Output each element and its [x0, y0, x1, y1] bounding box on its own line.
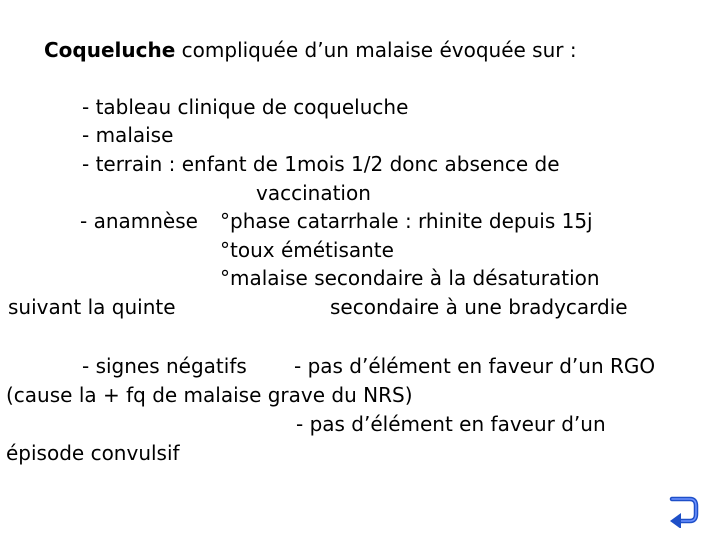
- line-terrain: - terrain : enfant de 1mois 1/2 donc absence de: [82, 152, 560, 176]
- line-toux-emetisante: °toux émétisante: [220, 238, 394, 262]
- line-vaccination: vaccination: [256, 181, 371, 205]
- line-pas-rgo: - pas d’élément en faveur d’un RGO: [294, 354, 656, 378]
- line-anamnese-label: - anamnèse: [80, 209, 198, 233]
- line-cause-nrs: (cause la + fq de malaise grave du NRS): [6, 383, 413, 407]
- line-malaise: - malaise: [82, 123, 174, 147]
- line-tableau-clinique: - tableau clinique de coqueluche: [82, 95, 409, 119]
- line-episode-convulsif: épisode convulsif: [6, 441, 180, 465]
- line-signes-negatifs: - signes négatifs: [82, 354, 247, 378]
- line-suivant-quinte: suivant la quinte: [8, 295, 176, 319]
- slide-title: [44, 38, 577, 62]
- title-keyword: Coqueluche: [44, 38, 176, 62]
- line-bradycardie: secondaire à une bradycardie: [330, 295, 628, 319]
- line-pas-convulsif: - pas d’élément en faveur d’un: [296, 412, 606, 436]
- title-rest: compliquée d’un malaise évoquée sur :: [175, 38, 577, 62]
- return-arrow-icon[interactable]: [666, 494, 700, 528]
- line-malaise-desaturation: °malaise secondaire à la désaturation: [220, 266, 600, 290]
- line-phase-catarrhale: °phase catarrhale : rhinite depuis 15j: [220, 209, 593, 233]
